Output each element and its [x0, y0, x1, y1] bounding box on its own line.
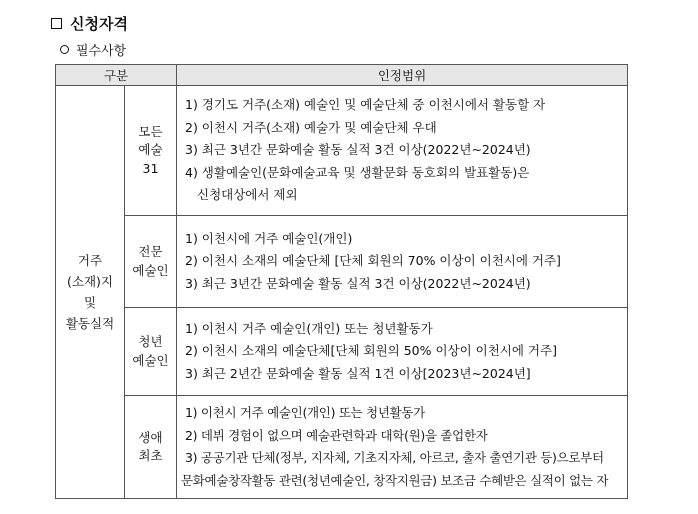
main-category-line: 및 [83, 295, 97, 310]
row-label-all-art [125, 86, 177, 216]
row-label-line: 최초 [138, 448, 163, 463]
row-label-line: 예술인 [132, 352, 169, 368]
list-item: 2) 이천시 거주(소재) 예술가 및 예술단체 우대 [185, 119, 437, 135]
row-items-youth [177, 308, 628, 396]
list-item: 2) 이천시 소재의 예술단체 [단체 회원의 70% 이상이 이천시에 거주] [185, 253, 561, 269]
list-item: 4) 생활예술인(문화예술교육 및 생활문화 동호회의 발표활동)은 [185, 164, 530, 180]
eligibility-table [55, 64, 628, 499]
subsection-title: 필수사항 [76, 44, 127, 59]
main-category-line: (소재)지 [67, 273, 113, 289]
row-items-first-time [177, 396, 628, 499]
main-category-cell [56, 86, 125, 499]
main-category-line: 활동실적 [65, 316, 115, 332]
row-label-line: 생애 [138, 429, 163, 445]
row-label-professional [125, 216, 177, 308]
table-row [56, 308, 628, 396]
list-item: 3) 최근 3년간 문화예술 활동 실적 3건 이상(2022년~2024년) [185, 275, 531, 291]
section-title: 신청자격 [70, 15, 128, 33]
row-label-line: 31 [142, 160, 159, 176]
list-item: 3) 공공기관 단체(정부, 지자체, 기초지자체, 아르코, 출자 출연기관 등)으로부터 [185, 450, 604, 465]
table-header-row [56, 65, 628, 86]
table-row [56, 216, 628, 308]
main-category-line: 거주 [77, 252, 103, 268]
header-category: 구분 [56, 65, 177, 86]
list-item: 2) 이천시 소재의 예술단체[단체 회원의 50% 이상이 이천시에 거주] [185, 343, 557, 359]
list-item: 신청대상에서 제외 [197, 187, 298, 203]
row-items-professional [177, 216, 628, 308]
subsection-heading [60, 40, 126, 59]
row-label-line: 청년 [138, 334, 163, 350]
circle-bullet-icon [60, 45, 69, 54]
row-label-line: 전문 [138, 244, 163, 260]
list-item: 1) 이천시 거주 예술인(개인) 또는 청년활동가 [185, 320, 433, 336]
table-row [56, 86, 628, 216]
list-item: 1) 경기도 거주(소재) 예술인 및 예술단체 중 이천시에서 활동할 자 [185, 97, 546, 113]
list-item: 1) 이천시 거주 예술인(개인) 또는 청년활동가 [185, 405, 425, 420]
row-items-all-art [177, 86, 628, 216]
table-row [56, 396, 628, 499]
row-label-first-time [125, 396, 177, 499]
list-item: 3) 최근 2년간 문화예술 활동 실적 1건 이상[2023년~2024년] [185, 365, 531, 381]
list-item: 3) 최근 3년간 문화예술 활동 실적 3건 이상(2022년~2024년) [185, 142, 531, 158]
row-label-line: 예술 [138, 142, 163, 158]
list-item: 2) 데뷔 경험이 없으며 예술관련학과 대학(원)을 졸업한자 [185, 427, 488, 443]
list-item: 문화예술창작활동 관련(청년예술인, 창작지원금) 보조금 수혜받은 실적이 없는 자 [181, 472, 609, 488]
square-bullet-icon [51, 18, 62, 29]
list-item: 1) 이천시에 거주 예술인(개인) [185, 230, 353, 246]
row-label-youth [125, 308, 177, 396]
section-heading [51, 13, 128, 34]
row-label-line: 예술인 [132, 262, 169, 278]
header-scope: 인정범위 [177, 65, 628, 86]
row-label-line: 모든 [138, 124, 163, 140]
